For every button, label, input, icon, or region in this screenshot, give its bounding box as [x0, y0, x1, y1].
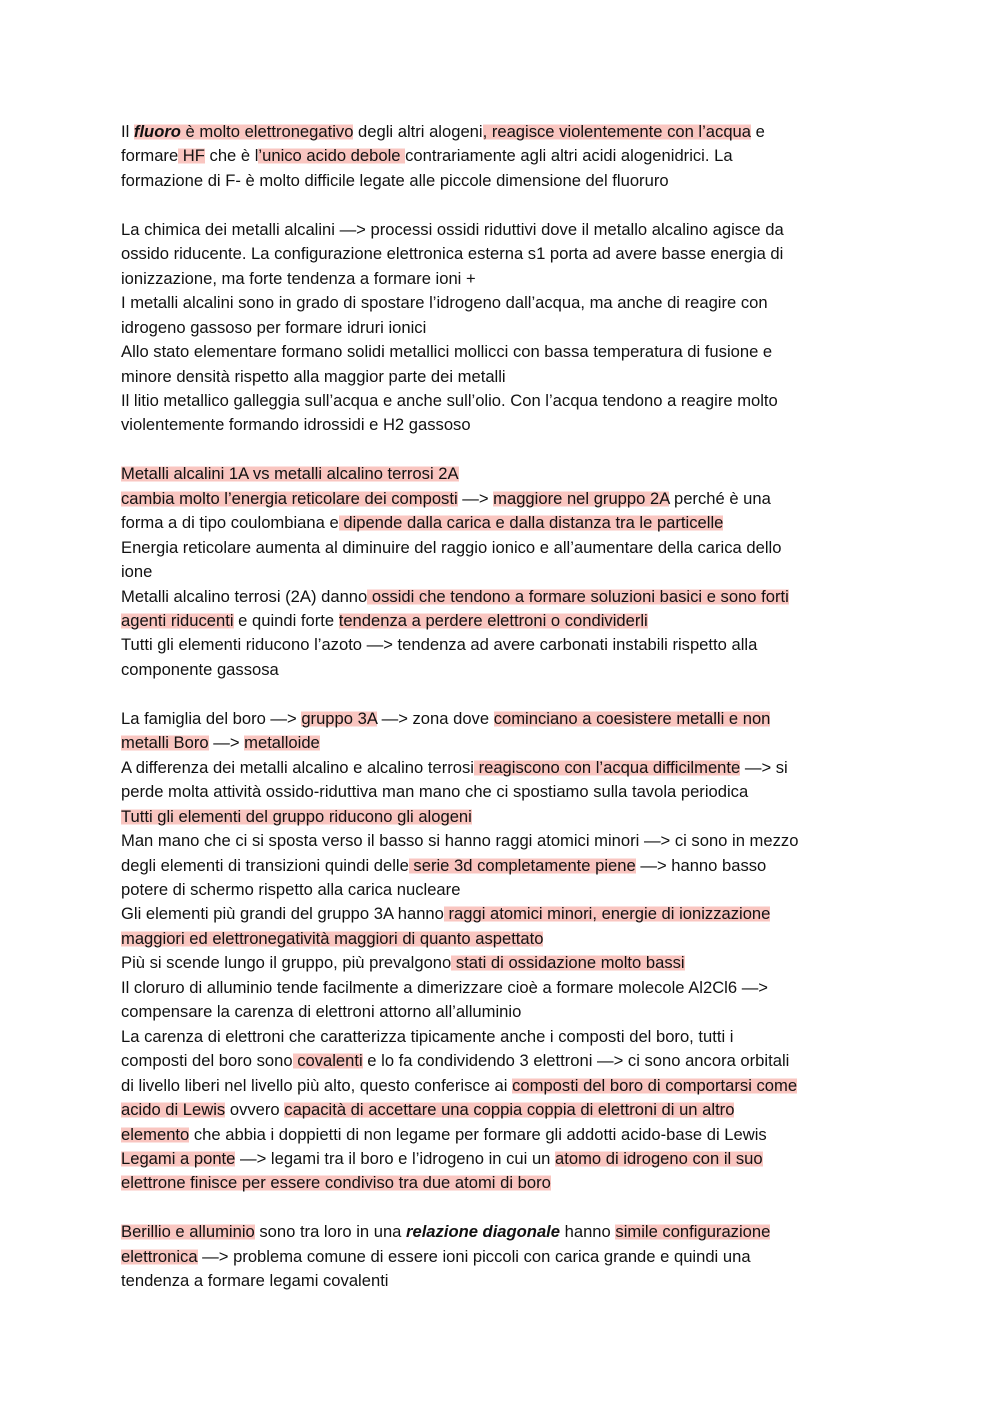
- text-run: Più si scende lungo il gruppo, più prevalgono: [121, 953, 452, 973]
- text-run: perde molta attività ossido-riduttiva man mano che ci spostiamo sulla tavola periodica: [121, 782, 749, 802]
- text-line: [121, 1147, 891, 1171]
- highlighted-text: serie 3d completamente piene: [408, 855, 636, 875]
- highlighted-text: atomo di idrogeno con il suo: [555, 1148, 763, 1168]
- text-line: [121, 1171, 891, 1195]
- text-line: [121, 1269, 891, 1293]
- text-run: che abbia i doppietti di non legame per formare gli addotti acido-base di Lewis: [189, 1124, 767, 1144]
- text-run: ovvero: [225, 1100, 285, 1120]
- text-line: [121, 120, 891, 144]
- highlighted-text: ossidi che tendono a formare soluzioni basici e sono forti: [367, 586, 789, 606]
- text-run: che è l: [204, 146, 259, 166]
- text-line: [121, 1074, 891, 1098]
- text-run: componente gassosa: [121, 659, 279, 679]
- text-line: [121, 902, 891, 926]
- text-run: Il: [121, 122, 134, 141]
- text-run: e: [751, 122, 765, 141]
- paragraph: [121, 120, 891, 193]
- highlighted-text: raggi atomici minori, energie di ionizzazione: [443, 904, 771, 924]
- text-line: [121, 560, 891, 584]
- text-line: [121, 1220, 891, 1244]
- text-run: compensare la carenza di elettroni attorno all’alluminio: [121, 1002, 522, 1022]
- text-run: La chimica dei metalli alcalini —> processi ossidi riduttivi dove il metallo alcalino agisce da: [121, 219, 784, 239]
- highlighted-text: fluoro: [133, 122, 181, 141]
- text-line: [121, 1049, 891, 1073]
- text-run: —> legami tra il boro e l’idrogeno in cui un: [235, 1148, 556, 1168]
- text-line: [121, 1098, 891, 1122]
- text-line: [121, 536, 891, 560]
- text-run: —>: [457, 488, 494, 508]
- highlighted-text: , reagisce violentemente con l’acqua: [482, 122, 752, 141]
- text-line: [121, 609, 891, 633]
- text-line: [121, 511, 891, 535]
- text-line: [121, 878, 891, 902]
- text-run: e lo fa condividendo 3 elettroni —> ci sono ancora orbitali: [362, 1051, 790, 1071]
- text-run: ossido riducente. La configurazione elettronica esterna s1 porta ad avere basse energia di: [121, 244, 784, 264]
- paragraph-gap: [121, 438, 891, 462]
- highlighted-text: agenti riducenti: [121, 611, 234, 631]
- text-run: —> zona dove: [377, 708, 494, 728]
- text-line: [121, 1245, 891, 1269]
- text-run: I metalli alcalini sono in grado di spostare l’idrogeno dall’acqua, ma anche di reagire con: [121, 293, 768, 313]
- text-line: [121, 780, 891, 804]
- text-line: [121, 951, 891, 975]
- highlighted-text: Metalli alcalini 1A vs metalli alcalino terrosi 2A: [121, 464, 459, 484]
- text-run: formazione di F- è molto difficile legate alle piccole dimensione del fluoruro: [121, 170, 669, 190]
- text-run: e quindi forte: [233, 611, 339, 631]
- text-line: [121, 169, 891, 193]
- highlighted-text: elettrone finisce per essere condiviso tra due atomi di boro: [121, 1173, 551, 1193]
- highlighted-text: covalenti: [292, 1051, 363, 1071]
- text-run: Man mano che ci si sposta verso il basso si hanno raggi atomici minori —> ci sono in mezzo: [121, 831, 799, 851]
- text-run: —> hanno basso: [635, 855, 767, 875]
- text-run: sono tra loro in una: [254, 1222, 407, 1242]
- text-run: Tutti gli elementi riducono l’azoto —> tendenza ad avere carbonati instabili rispetto alla: [121, 635, 758, 655]
- text-line: [121, 927, 891, 951]
- highlighted-text: elemento: [121, 1124, 190, 1144]
- text-run: La famiglia del boro —>: [121, 708, 302, 728]
- text-run: ionizzazione, ma forte tendenza a formare ioni +: [121, 268, 476, 288]
- text-run: Gli elementi più grandi del gruppo 3A hanno: [121, 904, 444, 924]
- highlighted-text: tendenza a perdere elettroni o condividerli: [338, 611, 648, 631]
- paragraph: [121, 707, 891, 1196]
- highlighted-text: maggiore nel gruppo 2A: [493, 488, 670, 508]
- paragraph-gap: [121, 193, 891, 217]
- text-run: A differenza dei metalli alcalino e alcalino terrosi: [121, 757, 474, 777]
- highlighted-text: dipende dalla carica e dalla distanza tra le particelle: [338, 513, 724, 533]
- text-run: idrogeno gassoso per formare idruri ionici: [121, 317, 427, 337]
- highlighted-text: acido di Lewis: [121, 1100, 226, 1120]
- text-run: contrariamente agli altri acidi alogenidrici. La: [405, 146, 733, 166]
- text-run: —>: [208, 733, 245, 753]
- highlighted-text: maggiori ed elettronegatività maggiori di quanto aspettato: [121, 928, 544, 948]
- text-run: formare: [121, 146, 179, 166]
- text-line: [121, 487, 891, 511]
- document-body: [121, 120, 891, 1294]
- text-line: [121, 731, 891, 755]
- text-line: [121, 144, 891, 168]
- text-run: di livello liberi nel livello più alto, questo conferisce ai: [121, 1075, 513, 1095]
- paragraph: [121, 462, 891, 682]
- text-line: [121, 976, 891, 1000]
- text-line: [121, 413, 891, 437]
- highlighted-text: reagiscono con l’acqua difficilmente: [473, 757, 741, 777]
- text-line: [121, 291, 891, 315]
- text-run: minore densità rispetto alla maggior parte dei metalli: [121, 366, 506, 386]
- text-line: [121, 1123, 891, 1147]
- text-run: composti del boro sono: [121, 1051, 293, 1071]
- highlighted-text: metalloide: [244, 733, 320, 753]
- highlighted-text: cambia molto l’energia reticolare dei composti: [121, 488, 458, 508]
- paragraph-gap: [121, 1196, 891, 1220]
- text-run: tendenza a formare legami covalenti: [121, 1271, 389, 1291]
- text-run: La carenza di elettroni che caratterizza tipicamente anche i composti del boro, tutti i: [121, 1026, 734, 1046]
- text-run: violentemente formando idrossidi e H2 gassoso: [121, 415, 471, 435]
- highlighted-text: è molto elettronegativo: [180, 122, 354, 141]
- text-run: hanno: [560, 1222, 616, 1242]
- highlighted-text: Tutti gli elementi del gruppo riducono gli alogeni: [121, 806, 472, 826]
- emphasized-text: relazione diagonale: [406, 1222, 561, 1242]
- text-line: [121, 340, 891, 364]
- highlighted-text: elettronica: [121, 1246, 198, 1266]
- highlighted-text: composti del boro di comportarsi come: [512, 1075, 798, 1095]
- text-line: [121, 462, 891, 486]
- text-line: [121, 756, 891, 780]
- text-run: forma a di tipo coulombiana e: [121, 513, 339, 533]
- text-line: [121, 389, 891, 413]
- highlighted-text: capacità di accettare una coppia coppia di elettroni di un altro: [284, 1100, 735, 1120]
- text-line: [121, 267, 891, 291]
- highlighted-text: simile configurazione: [615, 1222, 771, 1242]
- highlighted-text: ’unico acido debole: [258, 146, 406, 166]
- text-line: [121, 805, 891, 829]
- text-run: Energia reticolare aumenta al diminuire del raggio ionico e all’aumentare della carica dello: [121, 537, 782, 557]
- text-line: [121, 707, 891, 731]
- text-line: [121, 829, 891, 853]
- text-run: ione: [121, 562, 153, 582]
- text-line: [121, 1000, 891, 1024]
- paragraph: [121, 218, 891, 438]
- text-run: Il cloruro di alluminio tende facilmente a dimerizzare cioè a formare molecole Al2Cl6 —>: [121, 977, 768, 997]
- text-line: [121, 854, 891, 878]
- highlighted-text: metalli Boro: [121, 733, 209, 753]
- text-run: Metalli alcalino terrosi (2A) danno: [121, 586, 368, 606]
- highlighted-text: stati di ossidazione molto bassi: [451, 953, 685, 973]
- text-line: [121, 585, 891, 609]
- text-line: [121, 218, 891, 242]
- text-line: [121, 633, 891, 657]
- highlighted-text: Berillio e alluminio: [121, 1222, 255, 1242]
- text-run: —> si: [740, 757, 788, 777]
- text-run: degli elementi di transizioni quindi delle: [121, 855, 409, 875]
- text-run: perché è una: [669, 488, 771, 508]
- text-run: —> problema comune di essere ioni piccoli con carica grande e quindi una: [197, 1246, 751, 1266]
- highlighted-text: HF: [178, 146, 205, 166]
- text-line: [121, 658, 891, 682]
- text-line: [121, 316, 891, 340]
- text-run: Il litio metallico galleggia sull’acqua e anche sull’olio. Con l’acqua tendono a reagire molto: [121, 390, 778, 410]
- text-run: potere di schermo rispetto alla carica nucleare: [121, 880, 461, 899]
- highlighted-text: gruppo 3A: [301, 708, 377, 728]
- text-run: degli altri alogeni: [353, 122, 483, 141]
- paragraph: [121, 1220, 891, 1293]
- highlighted-text: Legami a ponte: [121, 1148, 236, 1168]
- text-run: Allo stato elementare formano solidi metallici mollicci con bassa temperatura di fusione e: [121, 342, 773, 362]
- highlighted-text: cominciano a coesistere metalli e non: [493, 708, 771, 728]
- text-line: [121, 1025, 891, 1049]
- paragraph-gap: [121, 682, 891, 706]
- text-line: [121, 242, 891, 266]
- text-line: [121, 365, 891, 389]
